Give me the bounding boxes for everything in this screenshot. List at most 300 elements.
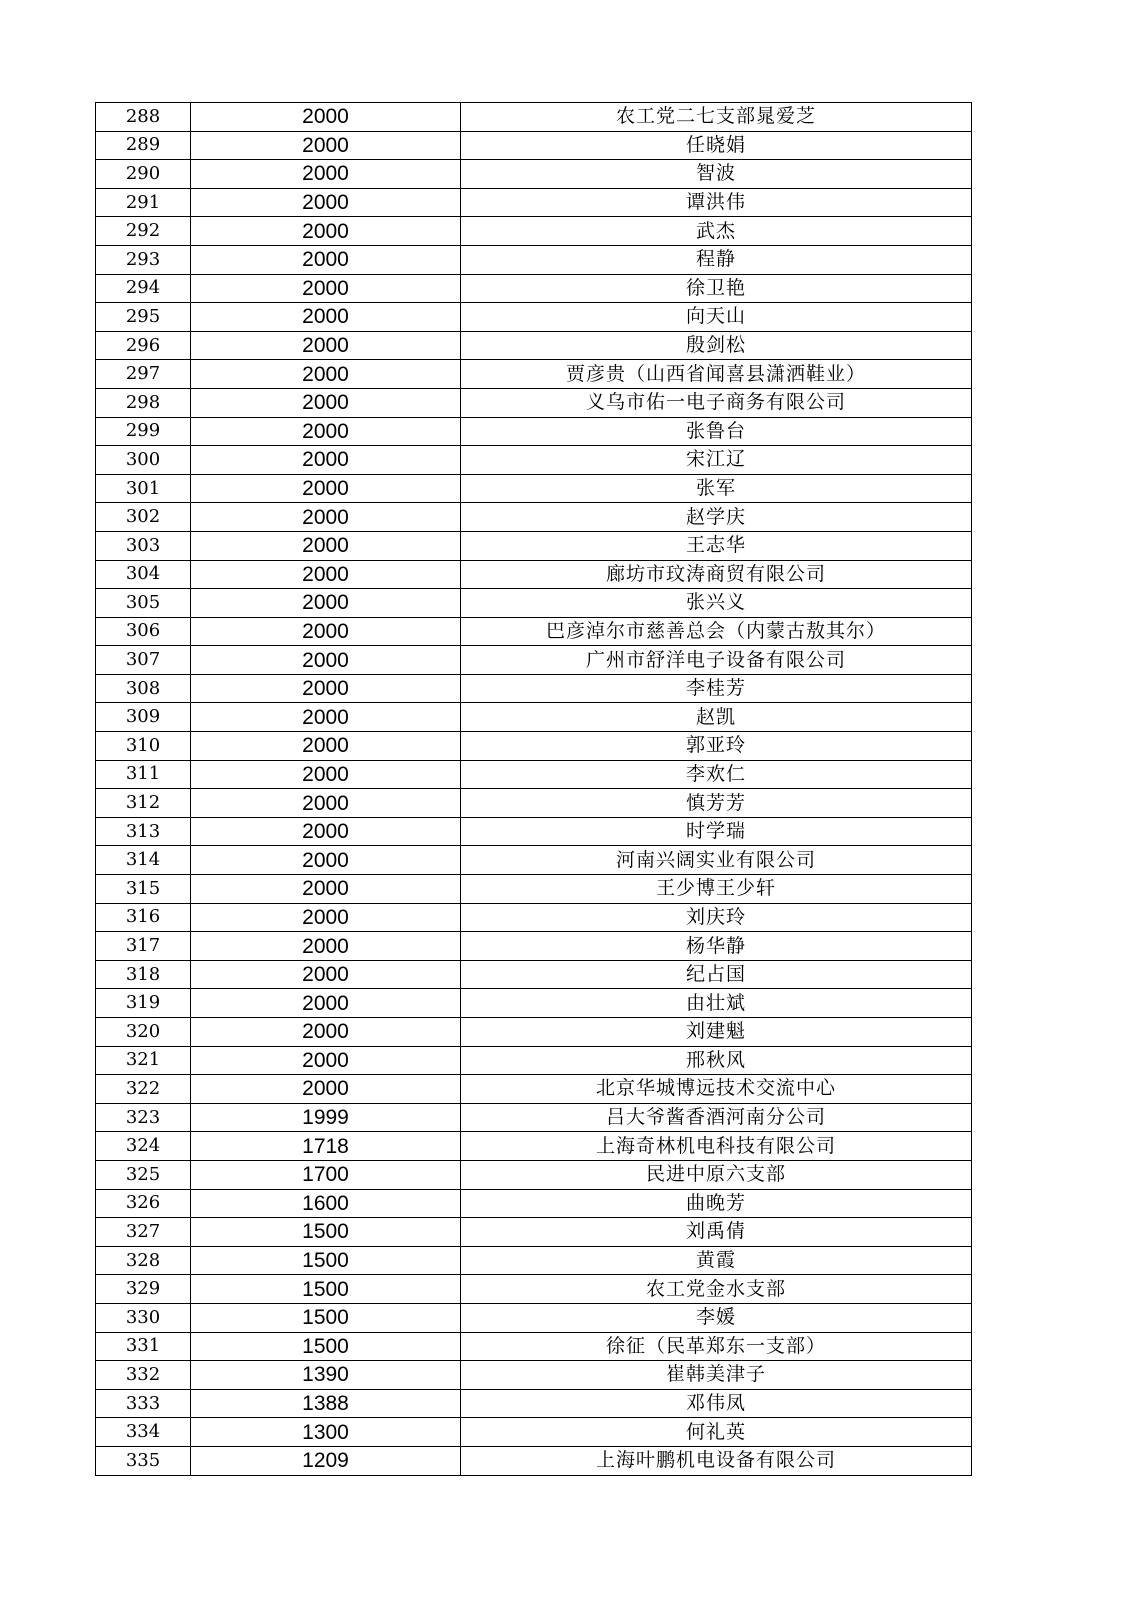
row-index-cell [96,589,191,618]
donor-name-text: 李媛 [695,1306,736,1329]
amount-cell [191,1303,461,1332]
table-row [96,303,972,332]
donor-name-cell [461,760,972,789]
table-row [96,1361,972,1390]
donor-name-cell [461,160,972,189]
donation-table-body [96,103,972,1476]
row-index-text: 297 [125,363,161,385]
row-index-text: 296 [125,334,161,356]
amount-text: 2000 [302,391,349,415]
table-row [96,1018,972,1047]
amount-cell [191,1046,461,1075]
row-index-cell [96,789,191,818]
donor-name-cell [461,531,972,560]
row-index-text: 293 [125,248,161,270]
amount-cell [191,732,461,761]
row-index-cell [96,188,191,217]
amount-text: 1500 [302,1249,349,1273]
donor-name-text: 徐征（民革郑东一支部） [605,1334,826,1357]
amount-text: 1209 [302,1449,349,1473]
row-index-text: 332 [125,1363,161,1385]
row-index-text: 312 [125,792,161,814]
table-row [96,417,972,446]
amount-text: 2000 [302,848,349,872]
donor-name-cell [461,274,972,303]
table-row [96,331,972,360]
donor-name-text: 纪占国 [685,963,746,986]
table-row [96,1275,972,1304]
row-index-cell [96,1160,191,1189]
row-index-text: 329 [125,1278,161,1300]
row-index-cell [96,560,191,589]
donor-name-cell [461,903,972,932]
row-index-text: 304 [125,563,161,585]
donor-name-text: 曲晚芳 [685,1191,746,1214]
amount-cell [191,960,461,989]
donor-name-text: 程静 [695,248,736,271]
row-index-text: 291 [125,191,161,213]
table-row [96,245,972,274]
row-index-text: 295 [125,305,161,327]
amount-cell [191,388,461,417]
amount-cell [191,589,461,618]
amount-text: 1500 [302,1277,349,1301]
table-row [96,646,972,675]
row-index-cell [96,646,191,675]
donor-name-cell [461,331,972,360]
row-index-text: 322 [125,1077,161,1099]
amount-cell [191,760,461,789]
amount-text: 1300 [302,1420,349,1444]
amount-cell [191,703,461,732]
donor-name-text: 智波 [695,162,736,185]
amount-text: 1388 [302,1392,349,1416]
row-index-text: 331 [125,1335,161,1357]
amount-cell [191,331,461,360]
donor-name-cell [461,360,972,389]
table-row [96,217,972,246]
donor-name-cell [461,1132,972,1161]
row-index-cell [96,617,191,646]
amount-cell [191,1218,461,1247]
amount-text: 1500 [302,1306,349,1330]
amount-cell [191,1189,461,1218]
amount-text: 2000 [302,648,349,672]
donor-name-cell [461,589,972,618]
row-index-cell [96,1361,191,1390]
donor-name-text: 邓伟凤 [685,1392,746,1415]
row-index-cell [96,674,191,703]
row-index-text: 325 [125,1163,161,1185]
donor-name-cell [461,417,972,446]
row-index-text: 303 [125,534,161,556]
donor-name-cell [461,560,972,589]
row-index-text: 292 [125,220,161,242]
row-index-cell [96,1018,191,1047]
donor-name-text: 杨华静 [685,934,746,957]
donor-name-text: 郭亚玲 [685,734,746,757]
row-index-cell [96,274,191,303]
donor-name-cell [461,1332,972,1361]
table-row [96,1332,972,1361]
row-index-cell [96,331,191,360]
row-index-cell [96,1275,191,1304]
table-row [96,960,972,989]
amount-cell [191,1446,461,1475]
donor-name-text: 由壮斌 [685,991,746,1014]
table-row [96,1389,972,1418]
donor-name-text: 农工党二七支部晁爱芝 [615,105,816,128]
donor-name-cell [461,1189,972,1218]
donor-name-cell [461,617,972,646]
donor-name-cell [461,103,972,132]
amount-cell [191,617,461,646]
amount-text: 2000 [302,219,349,243]
donor-name-cell [461,245,972,274]
donor-name-text: 义乌市佑一电子商务有限公司 [585,391,846,414]
row-index-cell [96,1103,191,1132]
donor-name-text: 赵凯 [695,705,736,728]
donor-name-cell [461,131,972,160]
donor-name-text: 邢秋风 [685,1048,746,1071]
amount-text: 1500 [302,1220,349,1244]
row-index-cell [96,160,191,189]
amount-cell [191,1418,461,1447]
amount-text: 2000 [302,305,349,329]
donor-name-text: 谭洪伟 [685,191,746,214]
row-index-text: 328 [125,1249,161,1271]
amount-cell [191,131,461,160]
donor-name-text: 王志华 [685,534,746,557]
table-row [96,846,972,875]
row-index-text: 301 [125,477,161,499]
amount-cell [191,360,461,389]
row-index-cell [96,1303,191,1332]
amount-cell [191,1275,461,1304]
row-index-cell [96,1418,191,1447]
donor-name-cell [461,1303,972,1332]
amount-cell [191,903,461,932]
amount-cell [191,560,461,589]
row-index-text: 330 [125,1306,161,1328]
row-index-text: 323 [125,1106,161,1128]
amount-cell [191,875,461,904]
donor-name-text: 贾彦贵（山西省闻喜县潇洒鞋业） [565,362,866,385]
row-index-cell [96,1132,191,1161]
row-index-cell [96,960,191,989]
table-row [96,131,972,160]
row-index-cell [96,1246,191,1275]
row-index-text: 299 [125,420,161,442]
donor-name-text: 张鲁台 [685,419,746,442]
donor-name-cell [461,703,972,732]
donor-name-text: 黄霞 [695,1249,736,1272]
donor-name-cell [461,960,972,989]
amount-cell [191,817,461,846]
amount-text: 2000 [302,677,349,701]
amount-cell [191,932,461,961]
amount-cell [191,531,461,560]
amount-text: 2000 [302,734,349,758]
donor-name-cell [461,474,972,503]
table-row [96,1246,972,1275]
table-row [96,560,972,589]
amount-text: 2000 [302,991,349,1015]
row-index-cell [96,1046,191,1075]
row-index-text: 305 [125,591,161,613]
donor-name-text: 慎芳芳 [685,791,746,814]
donor-name-text: 巴彦淖尔市慈善总会（内蒙古敖其尔） [545,619,886,642]
donor-name-text: 宋江辽 [685,448,746,471]
amount-text: 2000 [302,591,349,615]
amount-cell [191,1132,461,1161]
amount-cell [191,503,461,532]
row-index-text: 300 [125,448,161,470]
amount-cell [191,1160,461,1189]
donor-name-text: 赵学庆 [685,505,746,528]
donor-name-cell [461,1218,972,1247]
row-index-text: 335 [125,1449,161,1471]
donor-name-text: 廊坊市玟涛商贸有限公司 [605,562,826,585]
amount-text: 2000 [302,877,349,901]
donor-name-cell [461,1160,972,1189]
amount-cell [191,846,461,875]
table-row [96,989,972,1018]
amount-text: 2000 [302,791,349,815]
row-index-cell [96,245,191,274]
donor-name-cell [461,1046,972,1075]
row-index-text: 321 [125,1049,161,1071]
row-index-cell [96,446,191,475]
row-index-cell [96,989,191,1018]
donor-name-cell [461,932,972,961]
row-index-cell [96,760,191,789]
row-index-cell [96,1189,191,1218]
row-index-cell [96,703,191,732]
row-index-text: 319 [125,992,161,1014]
amount-text: 2000 [302,534,349,558]
row-index-cell [96,417,191,446]
amount-text: 2000 [302,963,349,987]
amount-text: 1999 [302,1106,349,1130]
amount-cell [191,417,461,446]
donor-name-text: 刘禹倩 [685,1220,746,1243]
donor-name-text: 时学瑞 [685,820,746,843]
table-row [96,274,972,303]
row-index-text: 318 [125,963,161,985]
table-row [96,1103,972,1132]
donor-name-cell [461,1418,972,1447]
amount-text: 2000 [302,1077,349,1101]
table-row [96,388,972,417]
table-row [96,760,972,789]
donation-table [95,102,972,1476]
row-index-cell [96,103,191,132]
amount-text: 2000 [302,505,349,529]
donor-name-text: 向天山 [685,305,746,328]
amount-cell [191,160,461,189]
donor-name-text: 刘庆玲 [685,905,746,928]
donor-name-text: 民进中原六支部 [645,1163,786,1186]
amount-cell [191,646,461,675]
donor-name-text: 武杰 [695,219,736,242]
amount-text: 2000 [302,105,349,129]
amount-cell [191,188,461,217]
row-index-cell [96,503,191,532]
amount-cell [191,303,461,332]
donor-name-cell [461,1075,972,1104]
donor-name-cell [461,217,972,246]
table-row [96,1218,972,1247]
amount-cell [191,217,461,246]
table-row [96,1160,972,1189]
donor-name-text: 崔韩美津子 [665,1363,766,1386]
donor-name-text: 北京华城博远技术交流中心 [595,1077,836,1100]
donor-name-cell [461,846,972,875]
amount-cell [191,1389,461,1418]
row-index-text: 327 [125,1220,161,1242]
table-row [96,1189,972,1218]
donor-name-text: 农工党金水支部 [645,1277,786,1300]
donor-name-text: 王少博王少轩 [655,877,776,900]
table-row [96,360,972,389]
table-row [96,817,972,846]
donor-name-cell [461,875,972,904]
amount-cell [191,245,461,274]
row-index-text: 311 [125,763,161,785]
amount-text: 1390 [302,1363,349,1387]
row-index-cell [96,932,191,961]
amount-cell [191,274,461,303]
donor-name-cell [461,646,972,675]
donor-name-text: 殷剑松 [685,334,746,357]
amount-text: 2000 [302,705,349,729]
table-row [96,188,972,217]
donor-name-text: 刘建魁 [685,1020,746,1043]
amount-cell [191,1018,461,1047]
row-index-cell [96,817,191,846]
amount-text: 2000 [302,334,349,358]
donor-name-cell [461,1018,972,1047]
table-row [96,875,972,904]
donor-name-cell [461,1389,972,1418]
row-index-text: 309 [125,706,161,728]
amount-cell [191,103,461,132]
amount-text: 2000 [302,1048,349,1072]
row-index-cell [96,388,191,417]
row-index-cell [96,360,191,389]
amount-text: 2000 [302,820,349,844]
amount-text: 2000 [302,362,349,386]
row-index-text: 333 [125,1392,161,1414]
donor-name-cell [461,732,972,761]
amount-cell [191,1246,461,1275]
donor-name-text: 张兴义 [685,591,746,614]
amount-cell [191,1332,461,1361]
row-index-text: 306 [125,620,161,642]
donor-name-cell [461,674,972,703]
donor-name-text: 任晓娟 [685,133,746,156]
donor-name-cell [461,1275,972,1304]
row-index-cell [96,303,191,332]
row-index-text: 320 [125,1020,161,1042]
table-row [96,903,972,932]
row-index-cell [96,474,191,503]
donor-name-text: 何礼英 [685,1420,746,1443]
row-index-text: 324 [125,1135,161,1157]
table-row [96,674,972,703]
row-index-cell [96,531,191,560]
table-row [96,1303,972,1332]
amount-text: 2000 [302,562,349,586]
donor-name-cell [461,188,972,217]
row-index-cell [96,131,191,160]
amount-cell [191,674,461,703]
amount-text: 2000 [302,905,349,929]
table-row [96,617,972,646]
amount-text: 2000 [302,162,349,186]
amount-cell [191,1103,461,1132]
table-row [96,160,972,189]
table-row [96,932,972,961]
amount-cell [191,474,461,503]
donor-name-cell [461,1246,972,1275]
donor-name-text: 吕大爷酱香酒河南分公司 [605,1106,826,1129]
row-index-text: 289 [125,134,161,156]
row-index-cell [96,875,191,904]
donor-name-cell [461,446,972,475]
row-index-cell [96,732,191,761]
row-index-text: 310 [125,734,161,756]
table-row [96,1132,972,1161]
donor-name-text: 张军 [695,477,736,500]
amount-cell [191,789,461,818]
row-index-text: 308 [125,677,161,699]
amount-text: 2000 [302,448,349,472]
amount-text: 1700 [302,1163,349,1187]
table-row [96,531,972,560]
row-index-cell [96,1389,191,1418]
row-index-text: 294 [125,277,161,299]
amount-text: 1500 [302,1334,349,1358]
row-index-text: 316 [125,906,161,928]
amount-text: 1718 [302,1134,349,1158]
table-row [96,474,972,503]
table-row [96,789,972,818]
table-row [96,1418,972,1447]
amount-text: 2000 [302,934,349,958]
row-index-text: 317 [125,935,161,957]
donor-name-cell [461,1446,972,1475]
table-row [96,1075,972,1104]
amount-text: 2000 [302,1020,349,1044]
donor-name-cell [461,789,972,818]
donor-name-cell [461,989,972,1018]
amount-text: 2000 [302,419,349,443]
row-index-cell [96,1218,191,1247]
row-index-cell [96,1075,191,1104]
row-index-text: 334 [125,1421,161,1443]
table-row [96,1446,972,1475]
amount-text: 2000 [302,191,349,215]
donor-name-text: 李桂芳 [685,677,746,700]
table-row [96,446,972,475]
donor-name-cell [461,1361,972,1390]
donor-name-text: 广州市舒洋电子设备有限公司 [585,648,846,671]
row-index-text: 298 [125,391,161,413]
row-index-cell [96,217,191,246]
table-row [96,732,972,761]
